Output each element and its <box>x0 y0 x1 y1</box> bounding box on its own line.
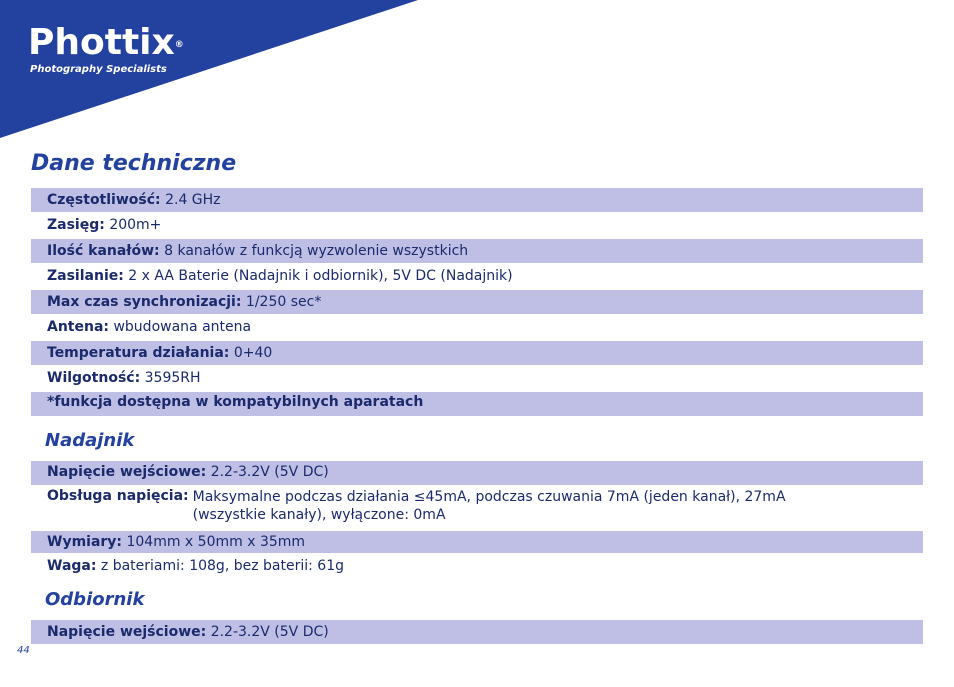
table-row <box>31 365 923 392</box>
page-number: 44 <box>17 645 30 656</box>
row-value: 8 kanałów z funkcją wyzwolenie wszystkich <box>164 243 469 259</box>
logo-wordmark <box>28 24 184 62</box>
row-label: Napięcie wejściowe: <box>47 624 207 640</box>
row-label: Obsługa napięcia: <box>47 488 189 504</box>
table-row <box>31 620 923 644</box>
row-value: 1/250 sec* <box>245 294 322 310</box>
table-row <box>31 341 923 365</box>
row-value: 2.4 GHz <box>165 192 221 208</box>
table-row <box>31 461 923 485</box>
row-value: wbudowana antena <box>113 319 252 335</box>
row-label: Napięcie wejściowe: <box>47 464 207 480</box>
table-row <box>31 212 923 239</box>
row-label: Temperatura działania: <box>47 345 230 361</box>
odbiornik-table <box>31 620 923 644</box>
row-value: Maksymalne podczas działania ≤45mA, podczas czuwania 7mA (jeden kanał), 27mA (wszystkie kanały), wyłączone: 0mA <box>192 489 786 523</box>
table-row <box>31 314 923 341</box>
logo-tagline: Photography Specialists <box>30 64 167 75</box>
row-label: Zasięg: <box>47 217 105 233</box>
table-row <box>31 485 923 531</box>
row-label: Waga: <box>47 558 97 574</box>
row-value: 104mm x 50mm x 35mm <box>126 534 306 550</box>
phottix-logo <box>28 24 184 76</box>
table-row <box>31 188 923 212</box>
row-value: 2 x AA Baterie (Nadajnik i odbiornik), 5V DC (Nadajnik) <box>128 268 513 284</box>
row-label: Wymiary: <box>47 534 123 550</box>
table-row <box>31 239 923 263</box>
nadajnik-table <box>31 461 923 579</box>
page-title: Dane techniczne <box>31 151 237 176</box>
section-title-nadajnik: Nadajnik <box>45 430 135 451</box>
logo-registered-mark: ® <box>174 40 184 50</box>
row-label: Zasilanie: <box>47 268 124 284</box>
row-value: 2.2-3.2V (5V DC) <box>210 624 329 640</box>
specs-table <box>31 188 923 416</box>
row-value: 200m+ <box>109 217 162 233</box>
row-label: Częstotliwość: <box>47 192 161 208</box>
row-value: z bateriami: 108g, bez baterii: 61g <box>100 558 344 574</box>
section-title-odbiornik: Odbiornik <box>45 589 145 610</box>
table-row <box>31 290 923 314</box>
row-label: Antena: <box>47 319 110 335</box>
row-label: Max czas synchronizacji: <box>47 294 242 310</box>
row-label: Ilość kanałów: <box>47 243 160 259</box>
row-value: 3595RH <box>144 370 201 386</box>
row-value: 2.2-3.2V (5V DC) <box>210 464 329 480</box>
table-row-footnote <box>31 392 923 416</box>
table-row <box>31 531 923 553</box>
row-value: 0+40 <box>233 345 273 361</box>
table-row <box>31 553 923 579</box>
footnote-text: *funkcja dostępna w kompatybilnych aparatach <box>47 394 424 410</box>
logo-brand: Phottix <box>28 22 175 63</box>
row-label: Wilgotność: <box>47 370 141 386</box>
table-row <box>31 263 923 290</box>
